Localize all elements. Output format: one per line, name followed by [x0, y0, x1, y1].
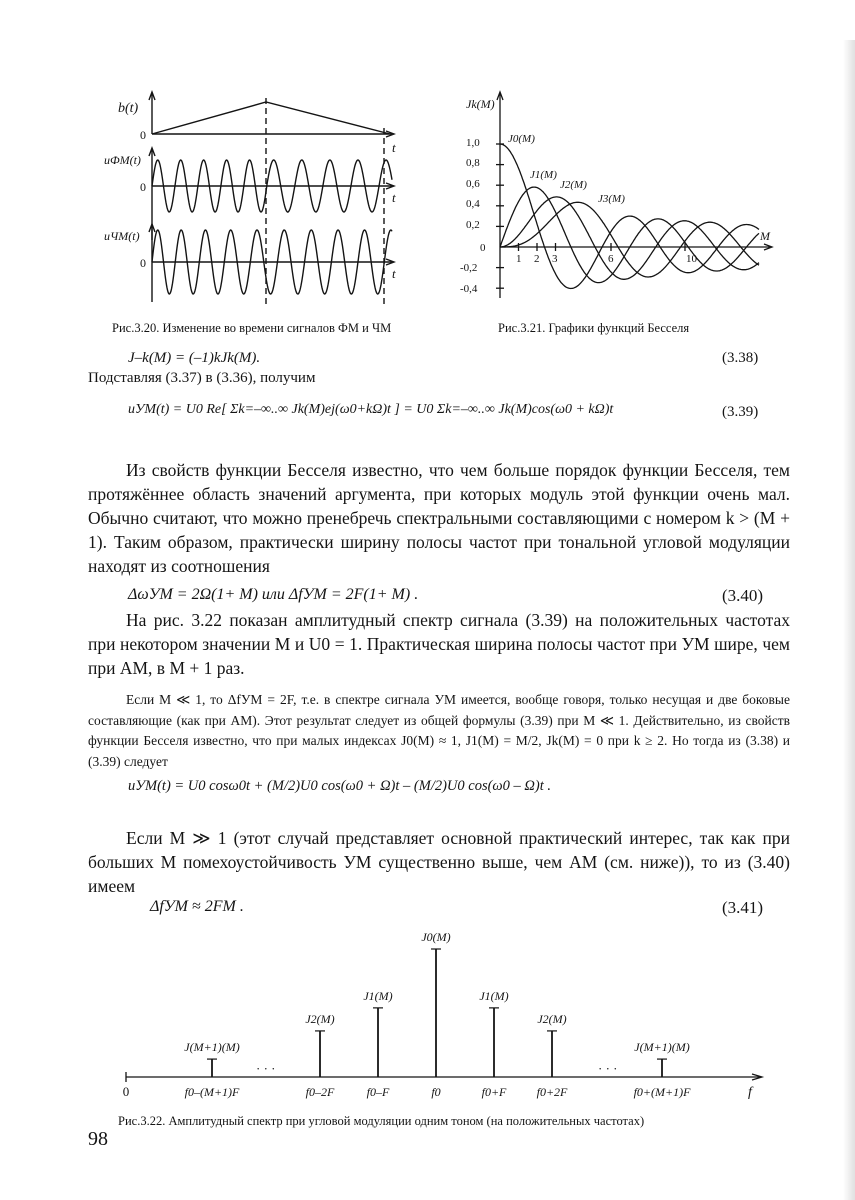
figure-3-21	[450, 88, 790, 313]
bessel-curve-j2	[500, 197, 759, 279]
spectral-label-2: J1(M)	[363, 988, 393, 1003]
spectral-label-1: J2(M)	[305, 1011, 335, 1026]
bessel-curve-j0	[500, 144, 759, 289]
dots-right: · · ·	[598, 1061, 618, 1076]
label-uchm: uЧМ(t)	[104, 229, 140, 243]
xtick-3: 3	[552, 253, 558, 265]
curve-label-j3: J3(M)	[598, 193, 625, 205]
ytick-4: 0,2	[466, 219, 480, 231]
figure-3-22	[88, 930, 788, 1110]
ytick-0: 1,0	[466, 137, 480, 149]
spectral-label-4: J1(M)	[479, 988, 509, 1003]
eq-number-3-40: (3.40)	[722, 586, 764, 605]
zero-3: 0	[140, 256, 146, 270]
spectral-freq-6: f0+(M+1)F	[633, 1085, 691, 1099]
paragraph-bessel-properties: Из свойств функции Бесселя известно, что чем больше порядок функции Бесселя, тем протяжённее область значений аргумента, при которых модуль этой функции очень мал. Обычно считают, что можно пренебречь спектральными составляющими с номером k > (M + 1). Таким образом, практически ширину полосы частот при тональной угловой модуляции находят из соотношения	[88, 460, 790, 576]
spectral-freq-2: f0–F	[366, 1085, 390, 1099]
formula-3-40: ΔωУМ = 2Ω(1+ M) или ΔfУМ = 2F(1+ M) .	[128, 586, 419, 603]
formula-3-41: ΔfУМ ≈ 2FM .	[150, 898, 244, 915]
y-axis-label: Jk(M)	[466, 97, 495, 111]
scan-shadow	[843, 40, 855, 1200]
paragraph-large-index: Если M ≫ 1 (этот случай представляет основной практический интерес, так как при больших M помехоустойчивость УМ существенно выше, чем АМ (см. ниже)), то из (3.40) имеем	[88, 828, 790, 896]
curve-label-j0: J0(M)	[508, 133, 535, 145]
spectral-label-6: J(M+1)(M)	[634, 1040, 690, 1055]
ytick-1: 0,8	[466, 157, 480, 169]
caption-3-22: Рис.3.22. Амплитудный спектр при угловой модуляции одним тоном (на положительных частотах)	[118, 1114, 645, 1128]
ytick-5: 0	[480, 242, 486, 254]
page-number: 98	[88, 1128, 108, 1150]
caption-3-21: Рис.3.21. Графики функций Бесселя	[498, 321, 690, 335]
eq-number-3-39: (3.39)	[722, 404, 759, 420]
caption-3-20: Рис.3.20. Изменение во времени сигналов ФМ и ЧМ	[112, 321, 392, 335]
t-2: t	[392, 190, 396, 205]
formula-small-index: uУМ(t) = U0 cosω0t + (M/2)U0 cos(ω0 + Ω)t – (M/2)U0 cos(ω0 – Ω)t .	[128, 778, 552, 794]
ytick-6: -0,2	[460, 262, 478, 274]
formula-3-38: J–k(M) = (–1)kJk(M).	[128, 350, 261, 366]
formula-3-39: uУМ(t) = U0 Re[ Σk=–∞..∞ Jk(M)ej(ω0+kΩ)t ] = U0 Σk=–∞..∞ Jk(M)cos(ω0 + kΩ)t	[128, 402, 614, 417]
xtick-2: 2	[534, 253, 540, 265]
bessel-curve-j1	[500, 187, 759, 283]
xtick-10: 10	[686, 253, 697, 265]
spectral-label-3: J0(M)	[421, 930, 451, 944]
x-axis-label: M	[760, 229, 770, 243]
axis-f: f	[748, 1085, 752, 1100]
zero-2: 0	[140, 180, 146, 194]
paragraph-small-index: Если M ≪ 1, то ΔfУМ = 2F, т.е. в спектре сигнала УМ имеется, вообще говоря, только несущая и две боковые составляющие (как при АМ). Этот результат следует из общей формулы (3.39) при M ≪ 1. Действительно, из свойств функции Бесселя известно, что при малых индексах J0(M) ≈ 1, J1(M) = M/2, Jk(M) = 0 при k ≥ 2. Но тогда из (3.38) и (3.39) следует	[88, 692, 790, 769]
ytick-7: -0,4	[460, 283, 478, 295]
spectral-freq-1: f0–2F	[305, 1085, 335, 1099]
spectral-freq-5: f0+2F	[536, 1085, 568, 1099]
ytick-2: 0,6	[466, 178, 480, 190]
dots-left: · · ·	[256, 1061, 276, 1076]
spectral-label-0: J(M+1)(M)	[184, 1040, 240, 1055]
spectral-freq-0: f0–(M+1)F	[184, 1085, 240, 1099]
t-1: t	[392, 140, 396, 155]
label-bt: b(t)	[118, 101, 139, 116]
curve-label-j1: J1(M)	[530, 169, 557, 181]
bessel-curve-j3	[500, 202, 759, 277]
xtick-6: 6	[608, 253, 614, 265]
axis-zero: 0	[122, 1084, 130, 1099]
substitute-text: Подставляя (3.37) в (3.36), получим	[88, 370, 316, 386]
figure-3-20	[100, 88, 420, 313]
spectral-label-5: J2(M)	[537, 1011, 567, 1026]
eq-number-3-41: (3.41)	[722, 898, 764, 917]
zero-1: 0	[140, 128, 146, 142]
eq-number-3-38: (3.38)	[722, 350, 759, 366]
t-3: t	[392, 266, 396, 281]
ytick-3: 0,4	[466, 198, 480, 210]
curve-label-j2: J2(M)	[560, 179, 587, 191]
xtick-1: 1	[516, 253, 522, 265]
spectral-freq-4: f0+F	[481, 1085, 507, 1099]
spectral-freq-3: f0	[431, 1085, 441, 1099]
paragraph-spectrum-figure: На рис. 3.22 показан амплитудный спектр сигнала (3.39) на положительных частотах при некотором значении M и U0 = 1. Практическая ширина полосы частот при УМ шире, чем при АМ, в M + 1 раз.	[88, 610, 790, 678]
label-ufm: uФМ(t)	[104, 153, 141, 167]
